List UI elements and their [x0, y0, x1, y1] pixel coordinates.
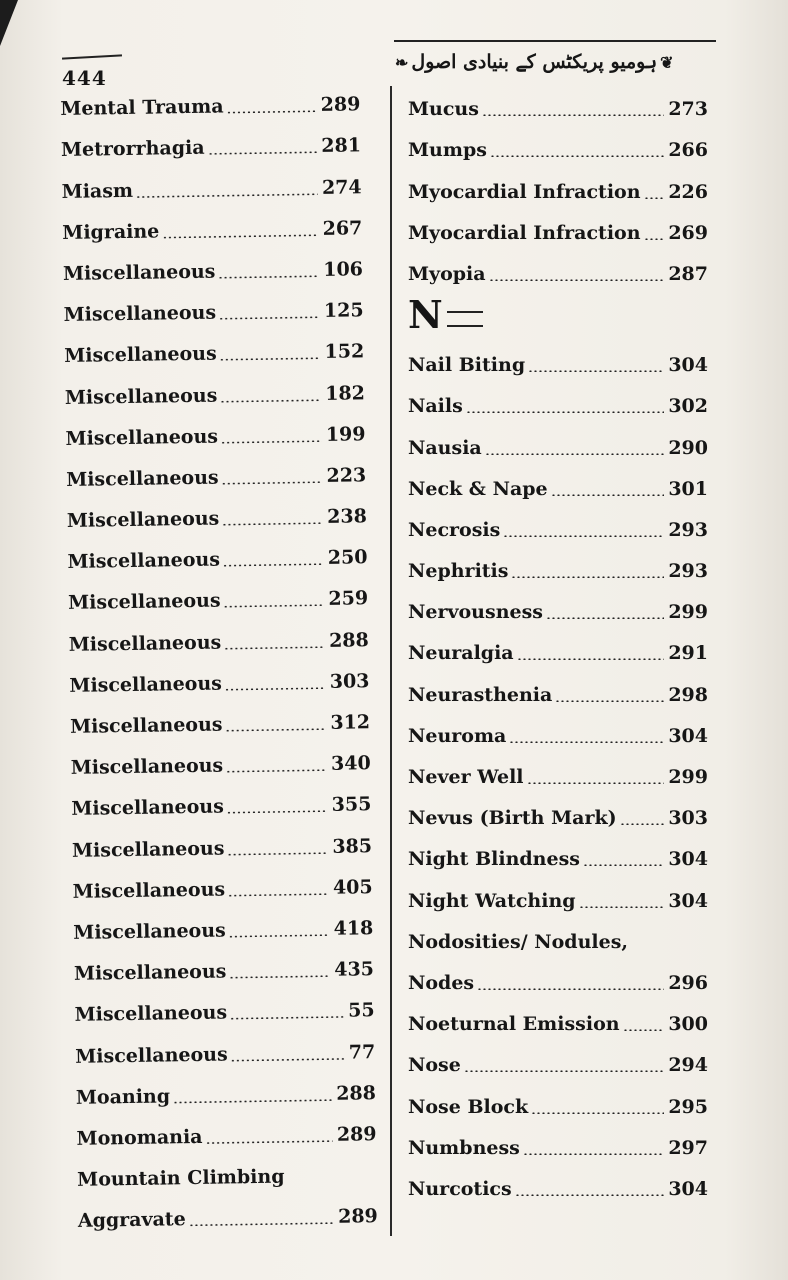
leader-dots [226, 769, 327, 773]
leader-dots [517, 658, 665, 660]
index-term: Mental Trauma [60, 95, 224, 121]
leader-dots [490, 155, 664, 157]
index-page-number: 293 [668, 518, 708, 541]
ornament-icon: ❦ [660, 52, 674, 72]
index-page-number: 269 [668, 221, 708, 244]
index-term: Mucus [408, 98, 479, 121]
leader-dots [225, 687, 326, 691]
leader-dots [509, 741, 664, 743]
index-page-number: 267 [322, 217, 363, 240]
leader-dots [546, 617, 664, 619]
index-term: Nervousness [408, 601, 543, 624]
leader-dots [136, 193, 318, 198]
leader-dots [644, 238, 665, 240]
index-entry [408, 958, 708, 999]
index-entry [66, 491, 367, 537]
index-term: Nevus (Birth Mark) [408, 807, 617, 830]
index-term: Miscellaneous [70, 754, 224, 780]
index-entry [75, 1026, 376, 1072]
index-page-number: 304 [668, 724, 708, 747]
index-entry [63, 285, 364, 331]
index-term: Myocardial Infraction [408, 180, 641, 203]
leader-dots [515, 1194, 665, 1196]
index-entry [408, 1040, 708, 1081]
index-term: Moaning [75, 1085, 171, 1109]
index-term: Miscellaneous [74, 1001, 228, 1027]
index-term: Nails [408, 395, 463, 418]
index-entry [408, 125, 708, 166]
index-term: Miscellaneous [66, 507, 220, 533]
index-term: Miscellaneous [66, 466, 219, 491]
leader-dots [206, 1140, 333, 1144]
index-term: Miscellaneous [75, 1042, 228, 1068]
leader-dots [482, 114, 664, 116]
index-term: Miscellaneous [63, 301, 217, 327]
index-page-number: 287 [668, 262, 708, 285]
index-entry [408, 834, 708, 875]
index-page-number: 226 [668, 180, 708, 203]
index-entry [408, 1123, 708, 1164]
leader-dots [224, 646, 325, 650]
index-page-number: 293 [668, 560, 708, 583]
index-entry [408, 587, 708, 628]
index-page-number: 281 [321, 134, 362, 158]
index-group-m [408, 84, 708, 290]
index-page-number: 106 [323, 258, 364, 281]
index-term: Nail Biting [408, 354, 526, 377]
leader-dots [218, 275, 319, 279]
index-page-number: 223 [326, 464, 367, 487]
index-page-number: 340 [330, 752, 371, 776]
index-page-number: 199 [325, 422, 366, 446]
index-column-left [60, 79, 378, 1237]
index-entry [408, 875, 708, 916]
header-rule-right [394, 40, 716, 42]
index-term: Miscellaneous [68, 631, 222, 656]
index-page-number: 304 [668, 1177, 708, 1200]
leader-dots [466, 411, 665, 413]
header-title: ہومیو پریکٹس کے بنیادی اصول [411, 51, 658, 73]
index-entry [408, 793, 708, 834]
index-term: Miscellaneous [73, 919, 226, 944]
index-term: Miscellaneous [67, 589, 221, 615]
index-entry [408, 381, 708, 422]
index-page-number: 274 [321, 175, 362, 199]
index-page-number: 289 [320, 93, 361, 117]
index-entry [408, 422, 708, 463]
index-entry [68, 615, 369, 661]
index-term: Neurasthenia [408, 683, 553, 706]
leader-dots [579, 906, 665, 908]
index-entry [76, 1068, 377, 1114]
index-entry [69, 656, 370, 702]
leader-dots [222, 481, 323, 485]
index-term: Miscellaneous [67, 548, 221, 574]
index-page-number: 266 [668, 139, 708, 162]
index-page-number: 405 [332, 875, 373, 899]
index-entry [408, 999, 708, 1040]
index-entry [67, 532, 368, 578]
index-entry [408, 464, 708, 505]
leader-dots [464, 1070, 665, 1072]
leader-dots [229, 934, 330, 938]
index-page-number: 304 [668, 889, 708, 912]
index-term: Miscellaneous [64, 342, 217, 368]
leader-dots [220, 357, 321, 361]
index-term: Numbness [408, 1136, 520, 1159]
index-entry [408, 166, 708, 207]
leader-dots [228, 893, 329, 897]
leader-dots [219, 316, 320, 320]
index-page-number: 435 [334, 958, 375, 981]
index-page-number: 152 [324, 340, 365, 364]
index-term: Myocardial Infraction [408, 221, 641, 244]
leader-dots [511, 576, 664, 578]
index-entry [71, 779, 372, 825]
index-page-number: 250 [327, 546, 368, 570]
index-term: Nurcotics [408, 1177, 512, 1200]
leader-dots [223, 563, 324, 567]
header-rule-left [62, 54, 122, 59]
index-term: Miscellaneous [71, 837, 225, 862]
index-page-number: 289 [336, 1123, 377, 1146]
leader-dots [528, 370, 664, 372]
index-term: Nose [408, 1054, 461, 1077]
index-entry [61, 162, 362, 208]
index-entry [66, 450, 367, 496]
index-page-number: 303 [329, 670, 370, 693]
heading-double-rule [447, 311, 483, 327]
index-term: Miscellaneous [69, 713, 223, 738]
index-term: Nephritis [408, 560, 509, 583]
index-term: Miscellaneous [64, 384, 218, 409]
index-page-number: 297 [668, 1136, 708, 1159]
leader-dots [523, 1153, 664, 1155]
index-term: Miscellaneous [62, 260, 216, 285]
leader-dots [477, 988, 664, 990]
index-page-number: 303 [668, 807, 708, 830]
index-term: Never Well [408, 766, 524, 788]
page-corner-shadow [0, 0, 18, 46]
leader-dots [555, 700, 664, 702]
index-page-number: 288 [336, 1081, 377, 1105]
leader-dots [644, 197, 665, 199]
index-term: Monomania [76, 1125, 203, 1150]
ornament-icon: ❧ [395, 52, 409, 72]
index-entry [60, 79, 361, 125]
index-page-number: 296 [668, 971, 708, 994]
index-page-number: 300 [668, 1013, 708, 1036]
index-page-number: 125 [323, 299, 364, 323]
index-term: Night Blindness [408, 848, 580, 871]
index-term: Miscellaneous [72, 878, 226, 903]
index-term: Miscellaneous [73, 960, 227, 986]
leader-dots [503, 535, 664, 537]
index-page-number: 55 [347, 999, 375, 1022]
index-entry [65, 368, 366, 414]
index-page-number: 418 [333, 917, 374, 940]
index-page-number: 299 [668, 766, 708, 788]
index-entry [408, 84, 708, 125]
index-entry [70, 738, 371, 784]
index-page-number: 291 [668, 642, 708, 665]
index-page-number: 182 [325, 381, 366, 405]
index-term: Myopia [408, 262, 486, 285]
index-entry [77, 1191, 378, 1237]
leader-dots [221, 440, 322, 444]
leader-dots [189, 1222, 334, 1226]
index-term: Noeturnal Emission [408, 1013, 620, 1036]
leader-dots [583, 864, 664, 866]
index-term: Nodes [408, 971, 475, 994]
page-number: 444 [62, 66, 107, 90]
column-divider [390, 86, 392, 1236]
index-page-number: 304 [668, 354, 708, 377]
index-page-number: 238 [326, 505, 368, 528]
index-entry [64, 326, 365, 372]
index-entry [61, 120, 362, 166]
leader-dots [620, 823, 665, 825]
index-term: Neuroma [408, 724, 507, 747]
index-entry [408, 628, 708, 669]
index-group-n [408, 340, 708, 1205]
index-term: Mountain Climbing [77, 1165, 285, 1191]
index-term: Miasm [61, 179, 134, 203]
index-page-number: 301 [668, 477, 708, 500]
leader-dots [229, 975, 330, 979]
leader-dots [531, 1112, 664, 1114]
index-entry [408, 669, 708, 710]
index-page-number: 259 [328, 587, 369, 611]
index-entry [408, 1081, 708, 1122]
index-page-number: 385 [332, 834, 373, 858]
index-page-number: 295 [668, 1095, 708, 1118]
index-term: Neuralgia [408, 642, 514, 665]
leader-dots [551, 494, 665, 496]
index-term: Aggravate [77, 1208, 186, 1233]
index-entry [74, 985, 375, 1031]
index-page-number: 273 [668, 98, 708, 121]
leader-dots [228, 851, 329, 855]
index-entry [73, 903, 374, 949]
index-entry [68, 573, 369, 619]
index-entry [408, 752, 708, 793]
leader-dots [173, 1099, 332, 1103]
index-entry [408, 340, 708, 381]
index-entry [74, 944, 375, 990]
index-page-number: 77 [348, 1040, 376, 1064]
section-heading [408, 290, 708, 340]
index-page-number: 298 [668, 683, 708, 706]
index-term: Migraine [62, 220, 160, 244]
index-term: Metrorrhagia [60, 137, 205, 162]
index-page-number: 299 [668, 601, 708, 624]
leader-dots [227, 110, 317, 113]
leader-dots [231, 1057, 345, 1061]
leader-dots [489, 279, 665, 281]
index-entry [65, 409, 366, 455]
leader-dots [226, 728, 327, 732]
index-entry [77, 1150, 378, 1196]
index-term: Nodosities/ Nodules, [408, 930, 629, 953]
index-term: Neck & Nape [408, 477, 548, 500]
leader-dots [623, 1029, 665, 1031]
leader-dots [220, 398, 321, 402]
leader-dots [527, 782, 665, 784]
index-page-number: 304 [668, 848, 708, 871]
index-entry [76, 1109, 377, 1155]
index-entry [63, 244, 364, 290]
index-entry [408, 208, 708, 249]
index-entry [408, 249, 708, 290]
index-term: Night Watching [408, 889, 576, 912]
leader-dots [162, 234, 318, 238]
index-term: Miscellaneous [71, 795, 224, 821]
index-page-number: 355 [331, 793, 372, 817]
index-page-number: 288 [328, 628, 369, 652]
index-entry [62, 203, 363, 249]
section-letter: N [408, 292, 443, 338]
index-page-number: 289 [337, 1205, 378, 1229]
leader-dots [224, 604, 325, 608]
index-entry [72, 862, 373, 908]
index-column-right [408, 84, 708, 1205]
leader-dots [485, 453, 665, 455]
index-term: Miscellaneous [65, 425, 219, 450]
leader-dots [227, 810, 328, 814]
index-page-number: 302 [668, 395, 708, 418]
leader-dots [208, 151, 318, 155]
index-entry [408, 711, 708, 752]
index-entry [408, 917, 708, 958]
leader-dots [222, 522, 323, 526]
index-term: Nausia [408, 436, 482, 459]
index-entry [70, 697, 371, 743]
index-page-number: 294 [668, 1054, 708, 1077]
index-term: Mumps [408, 139, 487, 162]
index-term: Nose Block [408, 1095, 529, 1118]
index-entry [408, 546, 708, 587]
index-entry [408, 505, 708, 546]
index-entry [408, 1164, 708, 1205]
leader-dots [230, 1016, 344, 1020]
running-header [392, 44, 722, 80]
index-entry [72, 821, 373, 867]
index-term: Miscellaneous [69, 672, 223, 697]
index-page-number: 290 [668, 436, 708, 459]
index-term: Necrosis [408, 518, 501, 541]
index-page-number: 312 [330, 711, 371, 734]
